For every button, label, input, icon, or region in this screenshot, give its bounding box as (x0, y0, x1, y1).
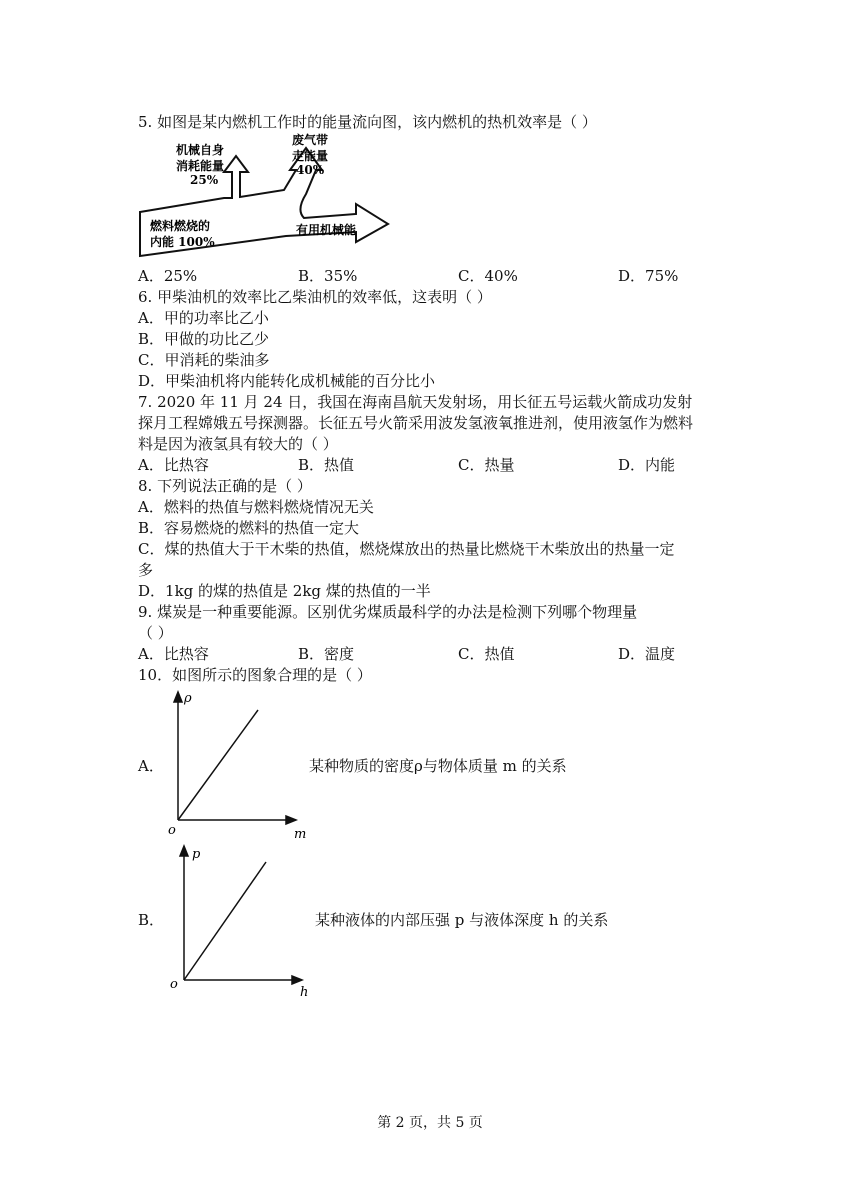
graph-b-caption: 某种液体的内部压强 p 与液体深度 h 的关系 (315, 911, 609, 929)
q7-option-a[interactable]: A．比热容 (138, 456, 209, 474)
q10-option-b-label[interactable]: B． (138, 911, 165, 929)
q8-option-c[interactable]: C．煤的热值大于干木柴的热值，燃烧煤放出的热量比燃烧干木柴放出的热量一定 (138, 540, 675, 558)
graph-a-origin: o (168, 823, 176, 838)
q8-option-a[interactable]: A．燃料的热值与燃料燃烧情况无关 (138, 498, 374, 516)
q10-option-a-label[interactable]: A． (138, 757, 164, 775)
graph-a-x-arrow (286, 816, 296, 824)
q5-option-b[interactable]: B．35% (298, 267, 358, 285)
graph-b-y-arrow (180, 846, 188, 856)
q8-stem: 8. 下列说法正确的是（ ） (138, 477, 312, 495)
q7-stem-line-2: 探月工程嫦娥五号探测器。长征五号火箭采用波发氢液氧推进剂，使用液氢作为燃料 (138, 414, 694, 432)
q6-option-a[interactable]: A．甲的功率比乙小 (138, 309, 269, 327)
q9-stem-line-1: 9. 煤炭是一种重要能源。区别优劣煤质最科学的办法是检测下列哪个物理量 (138, 603, 638, 621)
graph-b-y-label: p (192, 847, 201, 862)
q7-option-b[interactable]: B．热值 (298, 456, 355, 474)
graph-a-line (178, 710, 258, 820)
q7-option-d[interactable]: D．内能 (618, 456, 676, 474)
graph-a-y-label: ρ (184, 691, 192, 706)
q9-option-d[interactable]: D．温度 (618, 645, 676, 663)
graph-b-x-label: h (300, 985, 309, 1000)
q6-option-c[interactable]: C．甲消耗的柴油多 (138, 351, 270, 369)
graph-b (166, 840, 316, 1000)
q8-option-d[interactable]: D．1kg 的煤的热值是 2kg 煤的热值的一半 (138, 582, 431, 600)
diagram-loss-machine-3: 25% (190, 173, 219, 187)
q5-option-d[interactable]: D．75% (618, 267, 679, 285)
graph-b-x-arrow (292, 976, 302, 984)
diagram-loss-exhaust-1: 废气带 (292, 133, 329, 147)
graph-a (166, 686, 316, 846)
graph-b-origin: o (170, 977, 178, 992)
q9-option-a[interactable]: A．比热容 (138, 645, 209, 663)
diagram-loss-exhaust-3: 40% (296, 163, 325, 177)
q7-option-c[interactable]: C．热量 (458, 456, 515, 474)
graph-a-caption: 某种物质的密度ρ与物体质量 m 的关系 (309, 757, 567, 775)
q7-stem-line-3: 料是因为液氢具有较大的（ ） (138, 435, 338, 453)
energy-flow-diagram (136, 132, 396, 266)
diagram-input-1: 燃料燃烧的 (150, 219, 211, 233)
q6-option-b[interactable]: B．甲做的功比乙少 (138, 330, 270, 348)
diagram-useful: 有用机械能 (296, 223, 357, 237)
q6-stem: 6. 甲柴油机的效率比乙柴油机的效率低，这表明（ ） (138, 288, 492, 306)
q5-stem: 5. 如图是某内燃机工作时的能量流向图，该内燃机的热机效率是（ ） (138, 113, 597, 131)
q9-stem-line-2: （ ） (138, 624, 173, 642)
q8-option-b[interactable]: B．容易燃烧的燃料的热值一定大 (138, 519, 360, 537)
diagram-loss-machine-1: 机械自身 (176, 143, 225, 157)
graph-b-line (184, 862, 266, 980)
q7-stem-line-1: 7. 2020 年 11 月 24 日，我国在海南昌航天发射场，用长征五号运载火箭成功发射 (138, 393, 693, 411)
q5-option-c[interactable]: C．40% (458, 267, 518, 285)
q9-option-b[interactable]: B．密度 (298, 645, 355, 663)
q8-option-c-continued: 多 (138, 561, 154, 579)
q9-option-c[interactable]: C．热值 (458, 645, 515, 663)
diagram-input-2: 内能 100% (150, 235, 215, 249)
q10-stem: 10．如图所示的图象合理的是（ ） (138, 666, 372, 684)
diagram-loss-exhaust-2: 走能量 (292, 149, 329, 163)
q6-option-d[interactable]: D．甲柴油机将内能转化成机械能的百分比小 (138, 372, 436, 390)
graph-a-x-label: m (294, 827, 307, 842)
diagram-loss-machine-2: 消耗能量 (176, 159, 225, 173)
graph-a-y-arrow (174, 692, 182, 702)
page-footer: 第 2 页，共 5 页 (377, 1115, 483, 1131)
q5-option-a[interactable]: A．25% (138, 267, 198, 285)
